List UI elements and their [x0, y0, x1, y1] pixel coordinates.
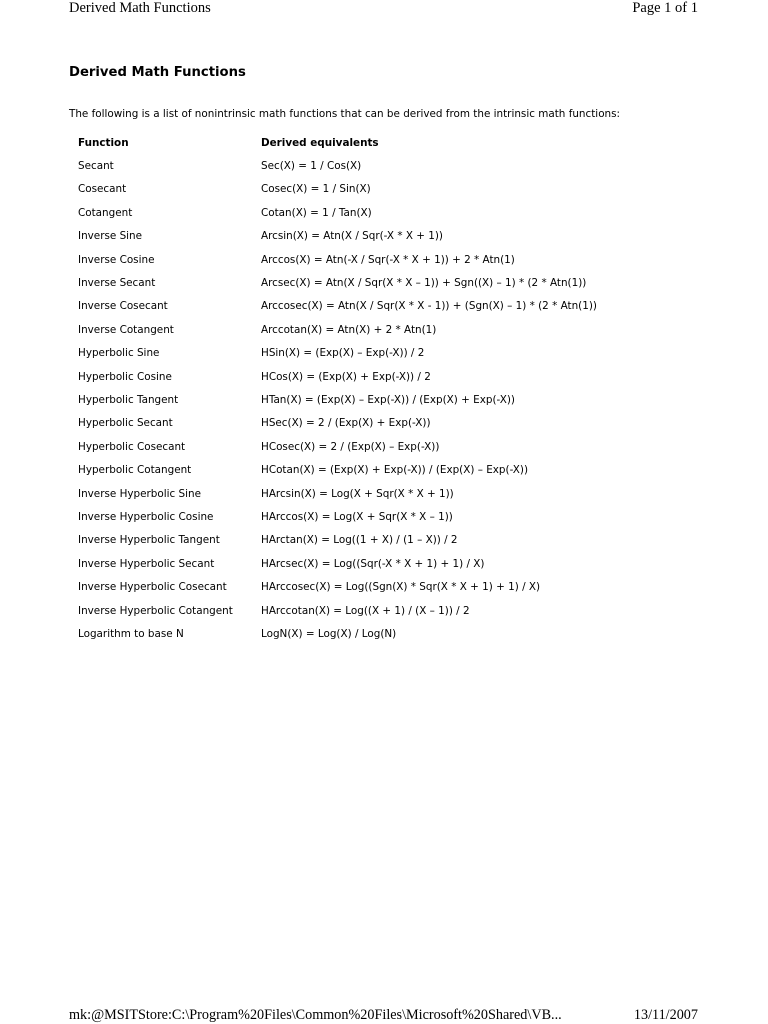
derived-equivalent-cell: Arcsec(X) = Atn(X / Sqr(X * X – 1)) + Sgn((X) – 1) * (2 * Atn(1)) [261, 277, 587, 290]
intro-paragraph: The following is a list of nonintrinsic math functions that can be derived from the intrinsic math functions: [69, 108, 621, 120]
function-name-cell: Hyperbolic Cosine [78, 370, 172, 383]
column-header-function: Function [78, 136, 129, 149]
column-header-derived-equivalents: Derived equivalents [261, 136, 379, 149]
table-header-row [70, 131, 597, 154]
function-name-cell: Inverse Secant [78, 277, 156, 290]
derived-equivalent-cell: HArctan(X) = Log((1 + X) / (1 – X)) / 2 [261, 534, 458, 547]
function-name-cell: Inverse Cosine [78, 253, 155, 266]
function-name-cell: Inverse Cosecant [78, 300, 168, 313]
derived-functions-table [70, 131, 597, 646]
print-header [69, 0, 698, 18]
derived-equivalent-cell: Arccosec(X) = Atn(X / Sqr(X * X - 1)) + (Sgn(X) – 1) * (2 * Atn(1)) [261, 300, 597, 313]
function-name-cell: Hyperbolic Sine [78, 347, 160, 360]
derived-equivalent-cell: Arcsin(X) = Atn(X / Sqr(-X * X + 1)) [261, 230, 443, 243]
table-row [70, 271, 597, 294]
function-name-cell: Hyperbolic Cosecant [78, 440, 186, 453]
derived-equivalent-cell: HArcsin(X) = Log(X + Sqr(X * X + 1)) [261, 487, 454, 500]
print-footer [69, 1007, 698, 1023]
table-row [70, 365, 597, 388]
table-row [70, 295, 597, 318]
table-row [70, 178, 597, 201]
function-name-cell: Cosecant [78, 183, 127, 196]
table-row [70, 201, 597, 224]
function-name-cell: Inverse Hyperbolic Cosine [78, 510, 214, 523]
table-row [70, 575, 597, 598]
derived-equivalent-cell: LogN(X) = Log(X) / Log(N) [261, 627, 397, 640]
derived-equivalent-cell: HArccos(X) = Log(X + Sqr(X * X – 1)) [261, 510, 453, 523]
function-name-cell: Hyperbolic Secant [78, 417, 173, 430]
header-page-number: Page 1 of 1 [632, 0, 698, 16]
derived-equivalent-cell: HSec(X) = 2 / (Exp(X) + Exp(-X)) [261, 417, 431, 430]
table-row [70, 388, 597, 411]
table-row [70, 505, 597, 528]
table-row [70, 529, 597, 552]
table-row [70, 225, 597, 248]
function-name-cell: Secant [78, 160, 114, 173]
table-row [70, 458, 597, 481]
function-name-cell: Inverse Hyperbolic Cotangent [78, 604, 233, 617]
footer-url: mk:@MSITStore:C:\Program%20Files\Common%20Files\Microsoft%20Shared\VB... [69, 1007, 562, 1023]
function-name-cell: Inverse Hyperbolic Tangent [78, 534, 220, 547]
function-name-cell: Inverse Hyperbolic Cosecant [78, 581, 227, 594]
function-name-cell: Inverse Sine [78, 230, 143, 243]
document-title: Derived Math Functions [69, 65, 246, 80]
derived-equivalent-cell: Cosec(X) = 1 / Sin(X) [261, 183, 371, 196]
function-name-cell: Cotangent [78, 206, 133, 219]
table-row [70, 318, 597, 341]
derived-equivalent-cell: HArccosec(X) = Log((Sgn(X) * Sqr(X * X + 1) + 1) / X) [261, 581, 541, 594]
function-name-cell: Inverse Hyperbolic Secant [78, 557, 215, 570]
function-name-cell: Hyperbolic Cotangent [78, 464, 192, 477]
table-body [70, 154, 597, 645]
function-name-cell: Hyperbolic Tangent [78, 393, 179, 406]
table-row [70, 248, 597, 271]
derived-equivalent-cell: HArcsec(X) = Log((Sqr(-X * X + 1) + 1) / X) [261, 557, 485, 570]
header-title: Derived Math Functions [69, 0, 211, 16]
table-row [70, 482, 597, 505]
table-row [70, 622, 597, 645]
derived-equivalent-cell: HTan(X) = (Exp(X) – Exp(-X)) / (Exp(X) + Exp(-X)) [261, 393, 515, 406]
derived-equivalent-cell: Cotan(X) = 1 / Tan(X) [261, 206, 372, 219]
table-row [70, 412, 597, 435]
derived-equivalent-cell: HCotan(X) = (Exp(X) + Exp(-X)) / (Exp(X) – Exp(-X)) [261, 464, 529, 477]
derived-equivalent-cell: HCosec(X) = 2 / (Exp(X) – Exp(-X)) [261, 440, 440, 453]
function-name-cell: Inverse Hyperbolic Sine [78, 487, 201, 500]
table-row [70, 552, 597, 575]
derived-equivalent-cell: Arccotan(X) = Atn(X) + 2 * Atn(1) [261, 323, 437, 336]
table-row [70, 599, 597, 622]
table-row [70, 342, 597, 365]
function-name-cell: Inverse Cotangent [78, 323, 174, 336]
derived-equivalent-cell: Arccos(X) = Atn(-X / Sqr(-X * X + 1)) + 2 * Atn(1) [261, 253, 515, 266]
derived-equivalent-cell: HArccotan(X) = Log((X + 1) / (X – 1)) / 2 [261, 604, 470, 617]
table-row [70, 435, 597, 458]
derived-equivalent-cell: HSin(X) = (Exp(X) – Exp(-X)) / 2 [261, 347, 425, 360]
footer-date: 13/11/2007 [633, 1007, 698, 1023]
derived-equivalent-cell: Sec(X) = 1 / Cos(X) [261, 160, 362, 173]
derived-equivalent-cell: HCos(X) = (Exp(X) + Exp(-X)) / 2 [261, 370, 431, 383]
table-row [70, 154, 597, 177]
function-name-cell: Logarithm to base N [78, 627, 184, 640]
